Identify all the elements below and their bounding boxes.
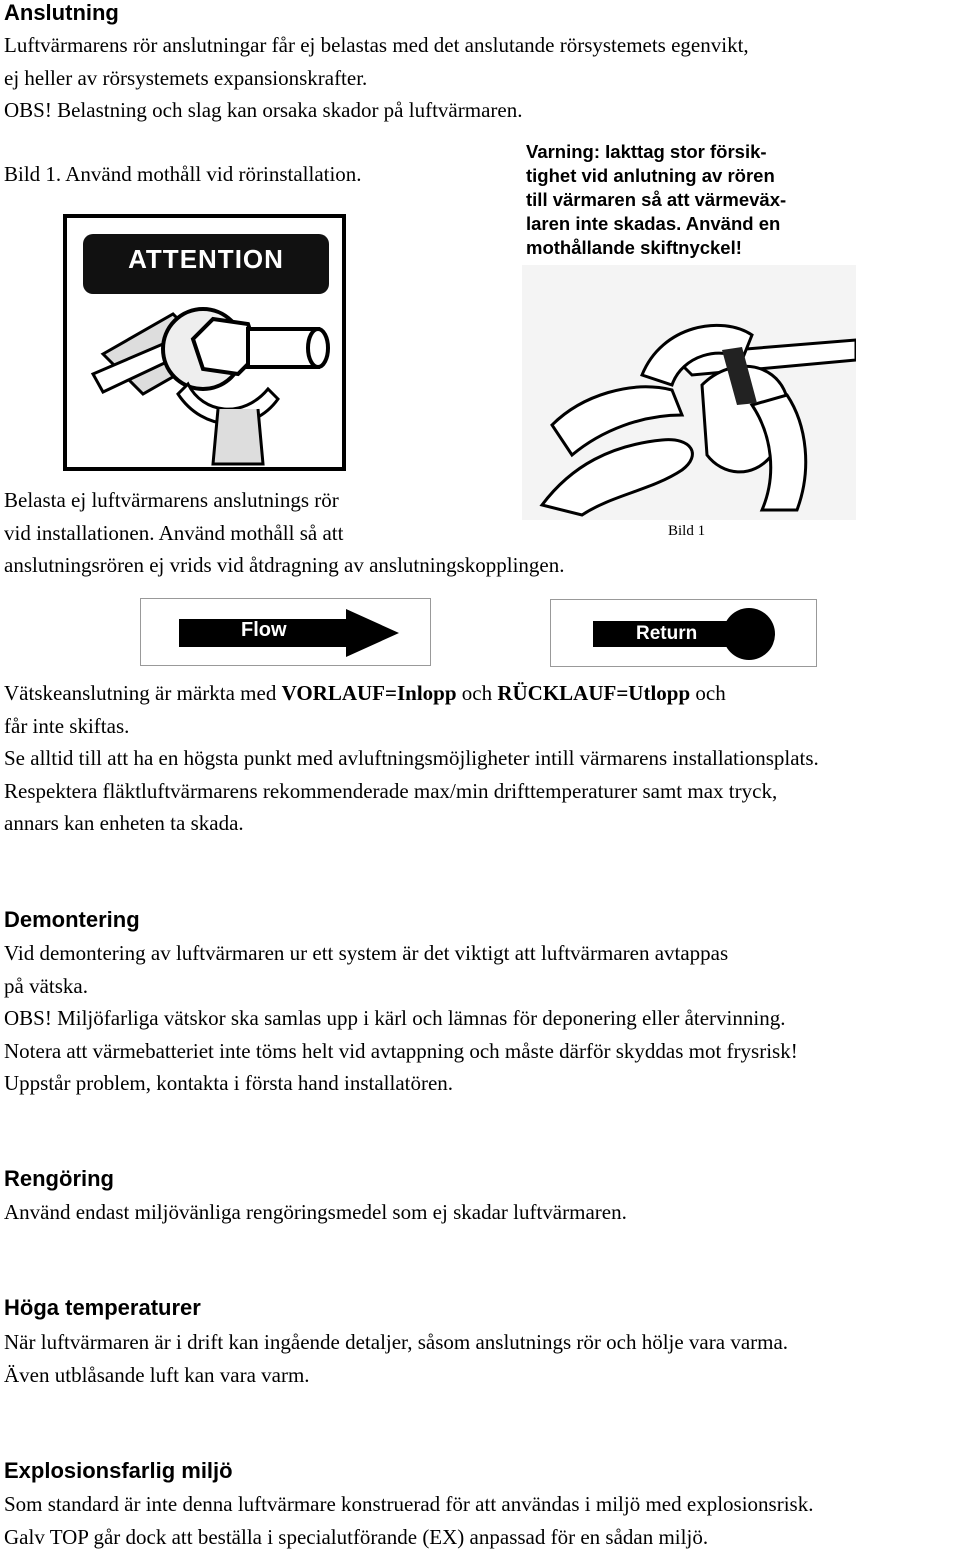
marking-suffix: och: [690, 681, 726, 705]
warning-text: [522, 140, 856, 260]
demontering-text: [4, 937, 798, 1100]
marking-inlet: VORLAUF=Inlopp: [282, 681, 457, 705]
warning-line: laren inte skadas. Använd en: [526, 212, 856, 236]
marking-line: [4, 677, 819, 710]
text-line: annars kan enheten ta skada.: [4, 807, 819, 840]
text-line: Belasta ej luftvärmarens anslutnings rör: [4, 484, 565, 517]
return-marker: [550, 599, 817, 667]
text-line: får inte skiftas.: [4, 710, 819, 743]
return-label: Return: [636, 623, 697, 645]
attention-illustration: [63, 214, 346, 471]
text-line: vid installationen. Använd mothåll så att: [4, 517, 565, 550]
section-heading-explosionsfarlig: Explosionsfarlig miljö: [4, 1458, 233, 1484]
text-line: Se alltid till att ha en högsta punkt med avluftningsmöjligheter intill värmarens installationsplats.: [4, 742, 819, 775]
hands-wrench-drawing: [522, 265, 856, 520]
text-line: Uppstår problem, kontakta i första hand installatören.: [4, 1067, 798, 1100]
text-line: Notera att värmebatteriet inte töms helt vid avtappning och måste därför skyddas mot frysrisk!: [4, 1035, 798, 1068]
warning-illustration: [522, 140, 856, 520]
text-line: på vätska.: [4, 970, 798, 1003]
text-line: Använd endast miljövänliga rengöringsmedel som ej skadar luftvärmaren.: [4, 1196, 627, 1229]
text-line: Respektera fläktluftvärmarens rekommenderade max/min drifttemperaturer samt max tryck,: [4, 775, 819, 808]
section-heading-anslutning: Anslutning: [4, 0, 119, 26]
warning-line: mothållande skiftnyckel!: [526, 236, 856, 260]
section-heading-demontering: Demontering: [4, 907, 140, 933]
marking-prefix: Vätskeanslutning är märkta med: [4, 681, 282, 705]
warning-line: tighet vid anlutning av rören: [526, 164, 856, 188]
text-line: OBS! Miljöfarliga vätskor ska samlas upp i kärl och lämnas för deponering eller återvinning.: [4, 1002, 798, 1035]
connection-marking-text: [4, 677, 819, 840]
figure-caption: Bild 1. Använd mothåll vid rörinstallation.: [4, 158, 362, 191]
warning-line: till värmaren så att värmeväx-: [526, 188, 856, 212]
warning-line: Varning: Iakttag stor försik-: [526, 140, 856, 164]
attention-label: ATTENTION: [83, 244, 329, 275]
text-line: Som standard är inte denna luftvärmare konstruerad för att användas i miljö med explosionsrisk.: [4, 1488, 813, 1521]
load-instructions: [4, 484, 565, 582]
bild-label: Bild 1: [668, 523, 705, 540]
flow-marker: [140, 598, 431, 666]
text-line: Även utblåsande luft kan vara varm.: [4, 1359, 788, 1392]
flow-label: Flow: [241, 619, 287, 642]
text-line: ej heller av rörsystemets expansionskrafter.: [4, 62, 749, 95]
text-line: OBS! Belastning och slag kan orsaka skador på luftvärmaren.: [4, 94, 749, 127]
text-line: När luftvärmaren är i drift kan ingående detaljer, såsom anslutnings rör och hölje vara varma.: [4, 1326, 788, 1359]
marking-middle: och: [457, 681, 498, 705]
text-line: anslutningsrören ej vrids vid åtdragning av anslutningskopplingen.: [4, 549, 565, 582]
hoga-temperaturer-text: [4, 1326, 788, 1391]
section-heading-rengoring: Rengöring: [4, 1166, 114, 1192]
explosionsfarlig-text: [4, 1488, 813, 1553]
marking-outlet: RÜCKLAUF=Utlopp: [497, 681, 690, 705]
text-line: Luftvärmarens rör anslutningar får ej belastas med det anslutande rörsystemets egenvikt,: [4, 29, 749, 62]
rengoring-text: [4, 1196, 627, 1229]
anslutning-intro: [4, 29, 749, 127]
text-line: Vid demontering av luftvärmaren ur ett system är det viktigt att luftvärmaren avtappas: [4, 937, 798, 970]
section-heading-hoga-temperaturer: Höga temperaturer: [4, 1295, 201, 1321]
text-line: Galv TOP går dock att beställa i specialutförande (EX) anpassad för en sådan miljö.: [4, 1521, 813, 1553]
